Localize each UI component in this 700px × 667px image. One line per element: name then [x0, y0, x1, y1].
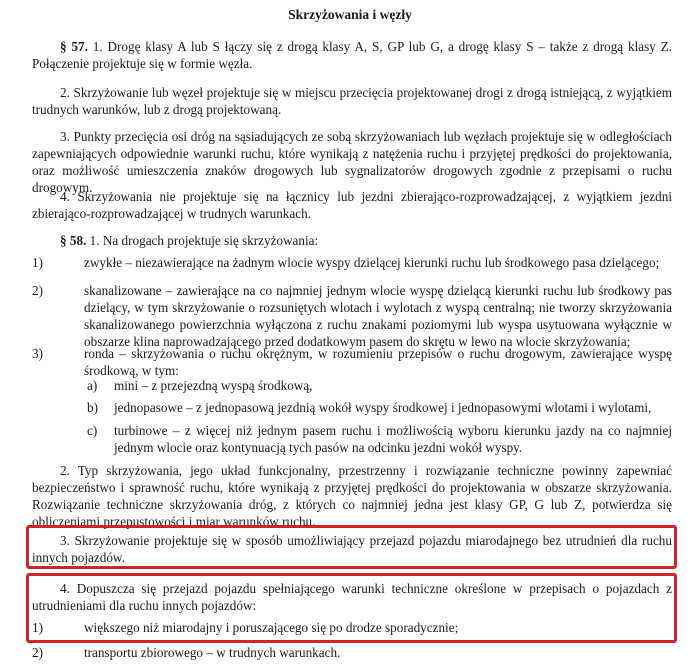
list-subitem: a) mini – z przejezdną wyspą środkową,	[87, 378, 313, 393]
s57-mark: § 57.	[60, 39, 88, 54]
list-subitem: c) turbinowe – z więcej niż jednym pasem ruchu i możliwością wyboru kierunku jazdy na co najmniej jednym wlocie oraz kontynuacją tych pasów na odcinku jezdni wokół wyspy.	[87, 423, 672, 455]
list-item: 1) zwykłe – niezawierające na żadnym wlocie wyspy dzielącej kierunki ruchu lub środkowego pasa dzielącego;	[32, 255, 660, 270]
list-item: 3) ronda – skrzyżowania o ruchu okrężnym, w rozumieniu przepisów o ruchu drogowym, zawierające wyspę środkową, w tym:	[32, 346, 672, 378]
s58-mark: § 58.	[60, 233, 87, 248]
list-item: 2) skanalizowane – zawierające na co najmniej jednym wlocie wyspę dzielącą kierunki ruchu lub środkowy pas dzielący, w tym skrzyżowanie o rozsuniętych wlotach i wylotach z wyspą centralną; nie tworzy skrzyżowania skanalizowanego powierzchnia wyłączona z ruchu znakami poziomymi lub wyspa usytuowana wyłącznie w obszarze klina naprowadzającego przed dodatkowym pasem do skrętu w lewo na wlocie skrzyżowania;	[32, 283, 672, 349]
s57-paragraph-2: 2. Skrzyżowanie lub węzeł projektuje się w miejscu przecięcia projektowanej drogi z drogą istniejącą, z wyjątkiem trudnych warunków, lub z drogą projektowaną.	[32, 85, 672, 117]
s58-paragraph-4: 4. Dopuszcza się przejazd pojazdu spełniającego warunki techniczne określone w przepisach o pojazdach z utrudnieniami dla ruchu innych pojazdów:	[32, 581, 672, 613]
s57-paragraph-3: 3. Punkty przecięcia osi dróg na sąsiadujących ze sobą skrzyżowaniach lub węzłach projektuje się w odległościach zapewniających odpowiednie warunki ruchu, które wynikają z natężenia ruchu i przyjętej prędkości do projektowania, oraz możliwość umieszczenia znaków drogowych lub sygnalizatorów drogowych zgodnie z przepisami o ruchu drogowym.	[32, 129, 672, 195]
s58-paragraph-3: 3. Skrzyżowanie projektuje się w sposób umożliwiający przejazd pojazdu miarodajnego bez utrudnień dla ruchu innych pojazdów.	[32, 533, 672, 565]
list-item: 1) większego niż miarodajny i poruszającego się po drodze sporadycznie;	[32, 620, 459, 635]
list-item: 2) transportu zbiorowego – w trudnych warunkach.	[32, 645, 341, 660]
s57-paragraph-4: 4. Skrzyżowania nie projektuje się na łącznicy lub jezdni zbierająco-rozprowadzającej, z wyjątkiem jezdni zbierająco-rozprowadzającej w trudnych warunkach.	[32, 189, 672, 221]
s58-paragraph-1: § 58. 1. Na drogach projektuje się skrzyżowania:	[60, 233, 319, 248]
section-title: Skrzyżowania i węzły	[288, 7, 412, 22]
list-subitem: b) jednopasowe – z jednopasową jezdnią wokół wyspy środkowej i jednopasowymi wlotami i wylotami,	[87, 400, 652, 415]
s57-paragraph-1: § 57. 1. Drogę klasy A lub S łączy się z drogą klasy A, S, GP lub G, a drogę klasy S – także z drogą klasy Z. Połączenie projektuje się w formie węzła.	[32, 39, 673, 71]
s58-paragraph-2: 2. Typ skrzyżowania, jego układ funkcjonalny, przestrzenny i rozwiązanie techniczne powinny zapewniać bezpieczeństwo i sprawność ruchu, które wynikają z przyjętej prędkości do projektowania w obszarze skrzyżowania. Rozwiązanie techniczne skrzyżowania dróg, z których co najmniej jedna jest klasy GP, G lub Z, potwierdza się obliczeniami przepustowości i miar warunków ruchu.	[32, 463, 672, 529]
